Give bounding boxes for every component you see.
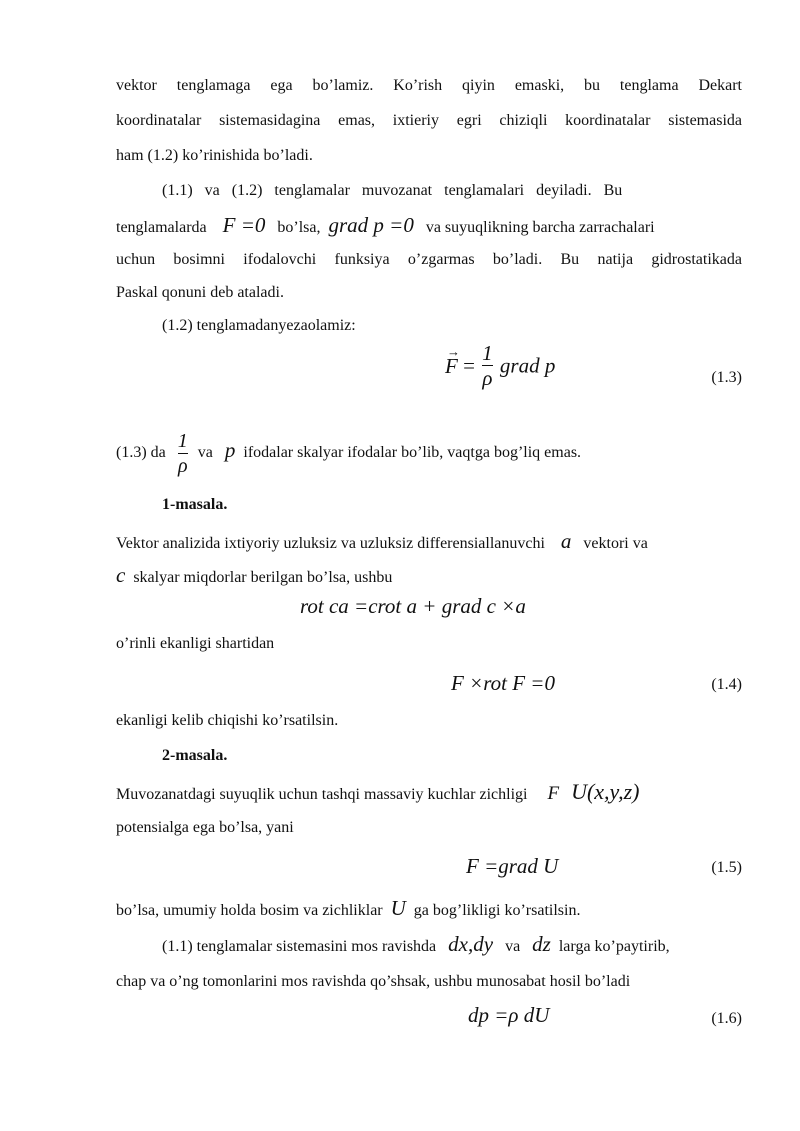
paragraph-line: uchun bosimni ifodalovchi funksiya o’zgarmas bo’ladi. Bu natija gidrostatikada: [116, 251, 742, 268]
math-f-equals-zero: F =0: [222, 213, 266, 237]
fraction: [178, 430, 188, 477]
equation-number: (1.4): [711, 676, 742, 693]
eq-sign: =: [463, 353, 475, 378]
text-run: larga ko’paytirib,: [558, 938, 670, 955]
task-1-heading: 1-masala.: [162, 496, 228, 513]
math-a: a: [560, 529, 572, 553]
math-u-xyz: U(x,y,z): [571, 779, 640, 804]
math-f: F: [547, 783, 560, 804]
text-run: ifodalar skalyar ifodalar bo’lib, vaqtga bog’liq emas.: [243, 444, 582, 461]
text-run: va: [505, 938, 521, 955]
paragraph-line: ham (1.2) ko’rinishida bo’ladi.: [116, 147, 313, 164]
text-run: bo’lsa, umumiy holda bosim va zichliklar: [116, 902, 383, 919]
paragraph-line: vektor tenglamaga ega bo’lamiz. Ko’rish qiyin emaski, bu tenglama Dekart: [116, 77, 742, 94]
paragraph-line: chap va o’ng tomonlarini mos ravishda qo’shsak, ushbu munosabat hosil bo’ladi: [116, 973, 631, 990]
paragraph-line: koordinatalar sistemasidagina emas, ixtieriy egri chiziqli koordinatalar sistemasida: [116, 112, 742, 129]
equation-1-5: F =grad U: [466, 854, 559, 878]
paragraph-line: [116, 528, 742, 557]
text-run: bo’lsa,: [277, 219, 321, 236]
equation-number: (1.5): [711, 859, 742, 876]
text-run: (1.3) da: [116, 444, 166, 461]
fraction: [482, 342, 493, 389]
fraction-bar: [178, 453, 188, 454]
text-run: va suyuqlikning barcha zarrachalari: [425, 219, 655, 236]
paragraph-line: o’rinli ekanligi shartidan: [116, 635, 275, 652]
math-c: c: [116, 563, 126, 587]
eq-lhs: F: [445, 353, 458, 378]
fraction-numerator: 1: [482, 341, 493, 365]
vector-arrow-icon: →: [447, 343, 460, 359]
text-run: vektori va: [583, 535, 648, 552]
text-run: va: [197, 444, 213, 461]
paragraph-line: [162, 930, 742, 961]
text-run: ga bog’likligi ko’rsatilsin.: [413, 902, 581, 919]
paragraph-line: (1.1) va (1.2) tenglamalar muvozanat tenglamalari deyiladi. Bu: [162, 182, 623, 199]
text-run: tenglamalarda: [116, 219, 207, 236]
paragraph-line: (1.2) tenglamadanyezaolamiz:: [162, 317, 356, 334]
paragraph-line: Paskal qonuni deb ataladi.: [116, 284, 284, 301]
equation-1-6: dp =ρ dU: [468, 1003, 550, 1027]
math-grad-p-zero: grad p =0: [328, 213, 414, 237]
paragraph-line: potensialga ega bo’lsa, yani: [116, 819, 294, 836]
fraction-denominator: ρ: [482, 366, 493, 390]
fraction-denominator: ρ: [177, 454, 188, 477]
paragraph-line: ekanligi kelib chiqishi ko’rsatilsin.: [116, 712, 339, 729]
vector-f: [445, 343, 460, 378]
math-p: p: [224, 438, 236, 462]
equation-1-4: F ×rot F =0: [451, 671, 555, 695]
math-u: U: [390, 896, 406, 920]
text-run: (1.1) tenglamalar sistemasini mos ravishda: [162, 938, 437, 955]
math-dz: dz: [532, 932, 551, 956]
eq-rhs: grad p: [499, 353, 556, 378]
fraction-numerator: 1: [177, 429, 188, 452]
equation-1-3: [445, 342, 555, 389]
equation-number: (1.3): [711, 369, 742, 386]
paragraph-line: [116, 212, 742, 241]
math-dx-dy: dx,dy: [448, 932, 494, 956]
equation-number: (1.6): [711, 1010, 742, 1027]
paragraph-line: [116, 896, 742, 923]
task-2-heading: 2-masala.: [162, 747, 228, 764]
paragraph-line: [116, 778, 742, 809]
text-run: Muvozanatdagi suyuqlik uchun tashqi massaviy kuchlar zichligi: [116, 786, 528, 803]
text-run: Vektor analizida ixtiyoriy uzluksiz va uzluksiz differensiallanuvchi: [116, 535, 545, 552]
text-run: skalyar miqdorlar berilgan bo’lsa, ushbu: [133, 569, 393, 586]
paragraph-line: [116, 420, 742, 480]
formula-rot-ca: rot ca =crot a + grad c ×a: [300, 594, 526, 618]
paragraph-line: [116, 562, 742, 591]
